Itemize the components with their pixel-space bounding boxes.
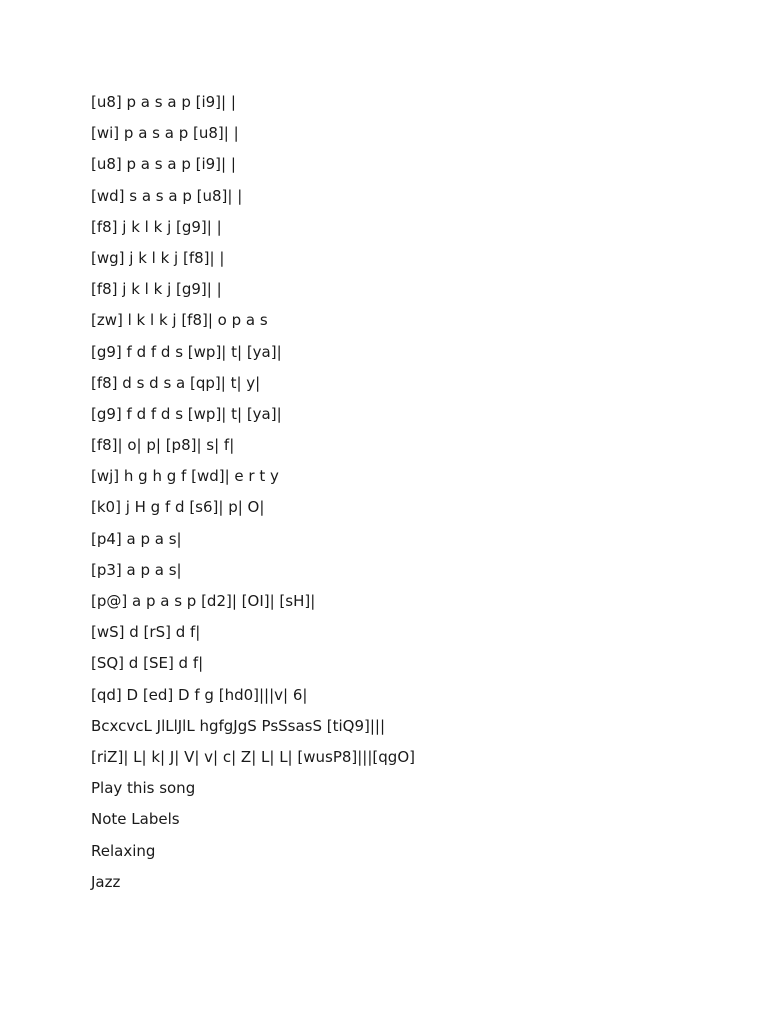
note-line: [wi] p a s a p [u8]| | <box>91 124 239 143</box>
note-line: BcxcvcL JlLlJlL hgfgJgS PsSsasS [tiQ9]||| <box>91 716 386 735</box>
note-line: [SQ] d [SE] d f| <box>91 654 204 673</box>
note-labels-link[interactable]: Note Labels <box>91 810 180 829</box>
note-line: [wg] j k l k j [f8]| | <box>91 248 225 267</box>
note-line: [u8] p a s a p [i9]| | <box>91 93 236 111</box>
play-song-link[interactable]: Play this song <box>91 779 196 798</box>
note-line: [f8] j k l k j [g9]| | <box>91 280 222 299</box>
note-line: [k0] j H g f d [s6]| p| O| <box>91 498 265 517</box>
note-line: [p@] a p a s p [d2]| [OI]| [sH]| <box>91 592 316 610</box>
note-line: [wS] d [rS] d f| <box>91 623 201 642</box>
note-line: [g9] f d f d s [wp]| t| [ya]| <box>91 342 282 361</box>
note-line: [f8] j k l k j [g9]| | <box>91 217 222 236</box>
note-line: [u8] p a s a p [i9]| | <box>91 155 236 174</box>
note-line: [riZ]| L| k| J| V| v| c| Z| L| L| [wusP8]|||[qgO] <box>91 747 415 766</box>
note-line: [p4] a p a s| <box>91 529 182 548</box>
note-line: [wj] h g h g f [wd]| e r t y <box>91 467 279 486</box>
tag-relaxing-link[interactable]: Relaxing <box>91 841 156 860</box>
tag-jazz-link[interactable]: Jazz <box>91 872 121 891</box>
note-line: [qd] D [ed] D f g [hd0]|||v| 6| <box>91 685 308 704</box>
song-sheet <box>91 90 748 901</box>
note-line: [wd] s a s a p [u8]| | <box>91 186 243 205</box>
note-line: [zw] l k l k j [f8]| o p a s <box>91 311 268 330</box>
note-line: [f8]| o| p| [p8]| s| f| <box>91 436 235 455</box>
note-line: [g9] f d f d s [wp]| t| [ya]| <box>91 404 282 423</box>
note-line: [p3] a p a s| <box>91 560 182 579</box>
note-line: [f8] d s d s a [qp]| t| y| <box>91 373 261 392</box>
